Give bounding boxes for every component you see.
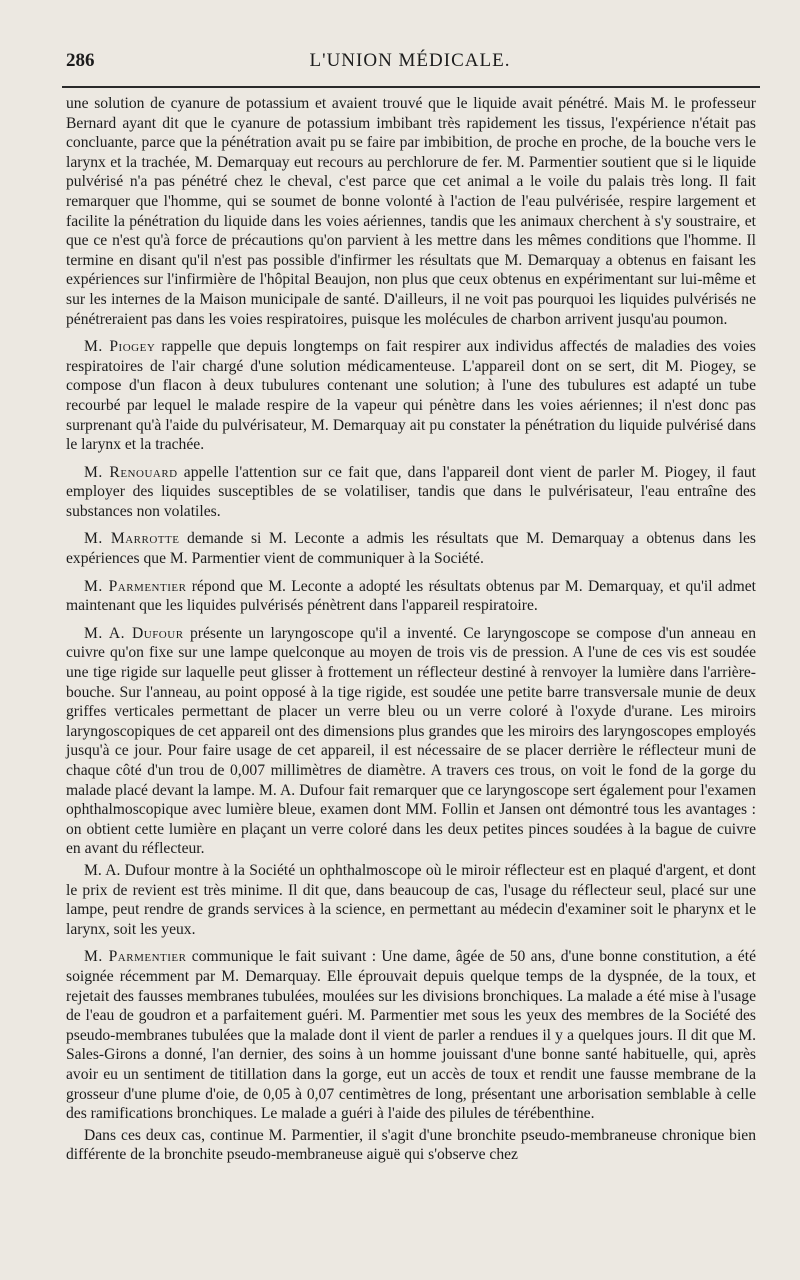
page-number: 286 — [66, 50, 95, 71]
paragraph-text: M. A. Dufour montre à la Société un ophthalmoscope où le miroir réflecteur est en plaqué d'argent, et dont le prix de revient est très minime. Il dit que, dans beaucoup de cas, l'usage du réflecteur seul, placé sur une lampe, peut rendre de grands services à la science, en permettant au médecin d'examiner soit le pharynx et le larynx, soit les yeux. — [66, 861, 756, 938]
paragraph — [66, 337, 756, 455]
paragraph-text: Dans ces deux cas, continue M. Parmentier, il s'agit d'une bronchite pseudo-membraneuse chronique bien différente de la bronchite pseudo-membraneuse aiguë qui s'observe chez — [66, 1126, 756, 1164]
paragraph — [66, 94, 756, 329]
paragraph — [66, 529, 756, 568]
speaker-name: M. Parmentier — [84, 948, 187, 966]
paragraph-text: présente un laryngoscope qu'il a inventé. Ce laryngoscope se compose d'un anneau en cuivre qu'on fixe sur une lampe quelconque au moyen de trois vis de pression. A l'une de ces vis est soudée une tige rigide sur laquelle peut glisser à frottement un réflecteur destiné à renvoyer la lumière dans l'arrière-bouche. Sur l'anneau, au point opposé à la tige rigide, est soudée une petite barre transversale munie de deux griffes verticales permettant de placer un verre bleu ou un verre coloré à l'oxyde d'urane. Les miroirs laryngoscopiques de cet appareil ont des dimensions plus grandes que les miroirs des laryngoscopes employés jusqu'à ce jour. Pour faire usage de cet appareil, il est nécessaire de se placer derrière le réflecteur muni de chaque côté d'un trou de 0,007 millimètres de diamètre. A travers ces trous, on voit le fond de la gorge du malade placé devant la lampe. M. A. Dufour fait remarquer que ce laryngoscope sert également pour l'examen ophthalmoscopique avec lumière bleue, examen dont MM. Follin et Jansen ont démontré tous les avantages : on obtient cette lumière en plaçant un verre coloré dans les deux petites pinces soudées à la bague de cuivre en avant du réflecteur. — [66, 624, 756, 858]
paragraph — [66, 624, 756, 859]
paragraph-text: une solution de cyanure de potassium et avaient trouvé que le liquide avait pénétré. Mais M. le professeur Bernard ayant dit que le cyanure de potassium imbibant très rapidement les tissus, l'expérience n'était pas concluante, parce que la pénétration avait pu se faire par imbibition, de proche en proche, de la bouche vers le larynx et la trachée, M. Demarquay eut recours au perchlorure de fer. M. Parmentier soutient que si le liquide pulvérisé n'a pas pénétré chez le cheval, c'est parce que cet animal a le voile du palais très long. Il fait remarquer que l'homme, qui se soumet de bonne volonté à l'action de l'eau pulvérisée, respire largement et facilite la pénétration du liquide dans les voies aériennes, tandis que les animaux cherchent à s'y soustraire, et que ce n'est qu'à force de précautions qu'on parvient à les mettre dans les mêmes conditions que l'homme. Il termine en disant qu'il n'est pas possible d'infirmer les résultats que M. Demarquay a obtenus en faisant les expériences sur l'infirmière de l'hôpital Beaujon, non plus que ceux obtenus en expérimentant sur lui-même et sur les internes de la Maison municipale de santé. D'ailleurs, il ne voit pas pourquoi les liquides pulvérisés ne pénétreraient pas dans les voies respiratoires, puisque les molécules de charbon arrivent jusqu'au poumon. — [66, 95, 756, 328]
paragraph — [66, 861, 756, 939]
paragraph — [66, 1126, 756, 1165]
speaker-name: M. Parmentier — [84, 577, 187, 595]
speaker-name: M. Renouard — [84, 463, 178, 481]
paragraph-text: demande si M. Leconte a admis les résultats que M. Demarquay a obtenus dans les expériences que M. Parmentier vient de communiquer à la Société. — [66, 530, 756, 568]
paragraph — [66, 463, 756, 522]
paragraph-text: répond que M. Leconte a adopté les résultats obtenus par M. Demarquay, et qu'il admet maintenant que les liquides pulvérisés pénètrent dans l'appareil respiratoire. — [66, 577, 756, 615]
paragraph — [66, 947, 756, 1123]
running-title: L'UNION MÉDICALE. — [309, 50, 511, 71]
speaker-name: M. Piogey — [84, 338, 156, 356]
paragraph — [66, 577, 756, 616]
speaker-name: M. A. Dufour — [84, 624, 184, 642]
paragraph-text: appelle l'attention sur ce fait que, dans l'appareil dont vient de parler M. Piogey, il faut employer des liquides susceptibles de se volatiliser, tandis que dans le pulvérisateur, l'eau entraîne des substances non volatiles. — [66, 463, 756, 520]
header-rule — [62, 86, 760, 88]
paragraph-text: rappelle que depuis longtemps on fait respirer aux individus affectés de maladies des voies respiratoires de l'air chargé d'une solution médicamenteuse. L'appareil dont on se sert, dit M. Piogey, se compose d'un flacon à deux tubulures contenant une solution; à l'une des tubulures est adapté un tube recourbé par lequel le malade respire de la vapeur qui pénètre dans les voies aériennes; il n'est donc pas surprenant qu'à l'aide du pulvérisateur, M. Demarquay ait pu constater la pénétration du liquide pulvérisé dans le larynx et la trachée. — [66, 338, 756, 454]
page-header — [60, 46, 760, 76]
paragraph-text: communique le fait suivant : Une dame, âgée de 50 ans, d'une bonne constitution, a été soignée récemment par M. Demarquay. Elle éprouvait depuis quelque temps de la dyspnée, de la toux, et rejetait des fausses membranes tubulées, moulées sur les divisions bronchiques. La malade a été mise à l'usage de l'eau de goudron et a parfaitement guéri. M. Parmentier met sous les yeux des membres de la Société des pseudo-membranes tubulées que la malade dont il vient de parler a rendues il y a quelques jours. Il dit que M. Sales-Girons a donné, l'an dernier, des soins à un homme jouissant d'une bonne santé habituelle, qui, après avoir eu un sentiment de titillation dans la gorge, eut un accès de toux et rendit une fausse membrane de la grosseur d'une plume d'oie, de 0,05 à 0,07 centimètres de long, présentant une arborisation semblable à celle des ramifications bronchiques. Le malade a guéri à l'aide des pilules de térébenthine. — [66, 948, 756, 1123]
speaker-name: M. Marrotte — [84, 530, 180, 548]
body-text — [66, 94, 756, 1173]
